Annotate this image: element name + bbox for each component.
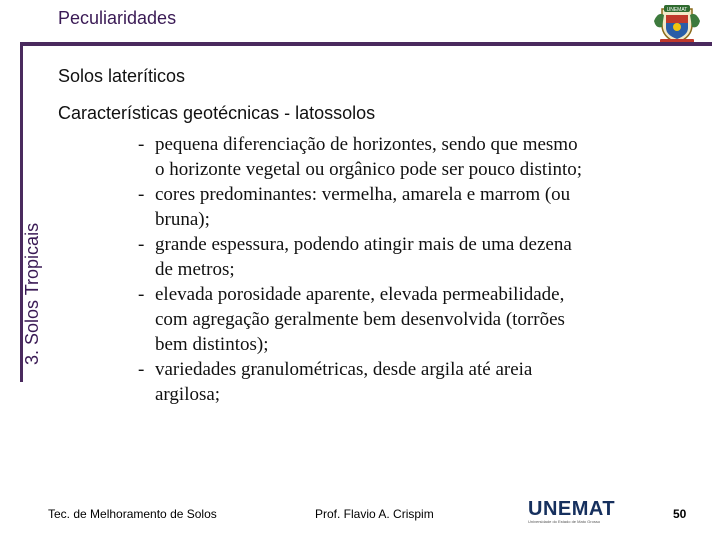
crest-text: UNEMAT xyxy=(666,7,688,13)
page-number: 50 xyxy=(673,507,687,521)
list-item xyxy=(138,182,588,232)
subtitle-geotechnical-characteristics: Características geotécnicas - latossolos xyxy=(58,103,376,123)
slide-title: Peculiaridades xyxy=(58,8,177,28)
list-bullet: - xyxy=(138,234,145,255)
list-item xyxy=(138,282,588,357)
list-item xyxy=(138,357,588,407)
unemat-wordmark-icon xyxy=(528,499,618,525)
list-bullet: - xyxy=(138,134,145,155)
header-divider xyxy=(20,42,712,46)
list-item-text: grande espessura, podendo atingir mais de uma dezena de metros; xyxy=(155,234,572,280)
list-bullet: - xyxy=(138,284,145,305)
list-bullet: - xyxy=(138,184,145,205)
scanned-text-block xyxy=(138,132,588,407)
list-item-text: elevada porosidade aparente, elevada permeabilidade, com agregação geralmente bem desenvolvida (torrões bem distintos); xyxy=(155,284,565,355)
unemat-subtext: Universidade do Estado de Mato Grosso xyxy=(528,519,601,524)
list-item xyxy=(138,132,588,182)
list-item-text: variedades granulométricas, desde argila até areia argilosa; xyxy=(155,359,533,405)
list-item xyxy=(138,232,588,282)
list-bullet: - xyxy=(138,359,145,380)
footer-professor: Prof. Flavio A. Crispim xyxy=(315,507,434,521)
unemat-wordmark-text: UNEMAT xyxy=(528,498,616,520)
university-crest-icon xyxy=(650,1,704,45)
footer-course: Tec. de Melhoramento de Solos xyxy=(48,507,217,521)
list-item-text: pequena diferenciação de horizontes, sendo que mesmo o horizonte vegetal ou orgânico pode ser pouco distinto; xyxy=(155,134,583,180)
subtitle-laterite-soils: Solos lateríticos xyxy=(58,66,186,86)
section-label: 3. Solos Tropicais xyxy=(22,222,42,365)
list-item-text: cores predominantes: vermelha, amarela e marrom (ou bruna); xyxy=(155,184,571,230)
